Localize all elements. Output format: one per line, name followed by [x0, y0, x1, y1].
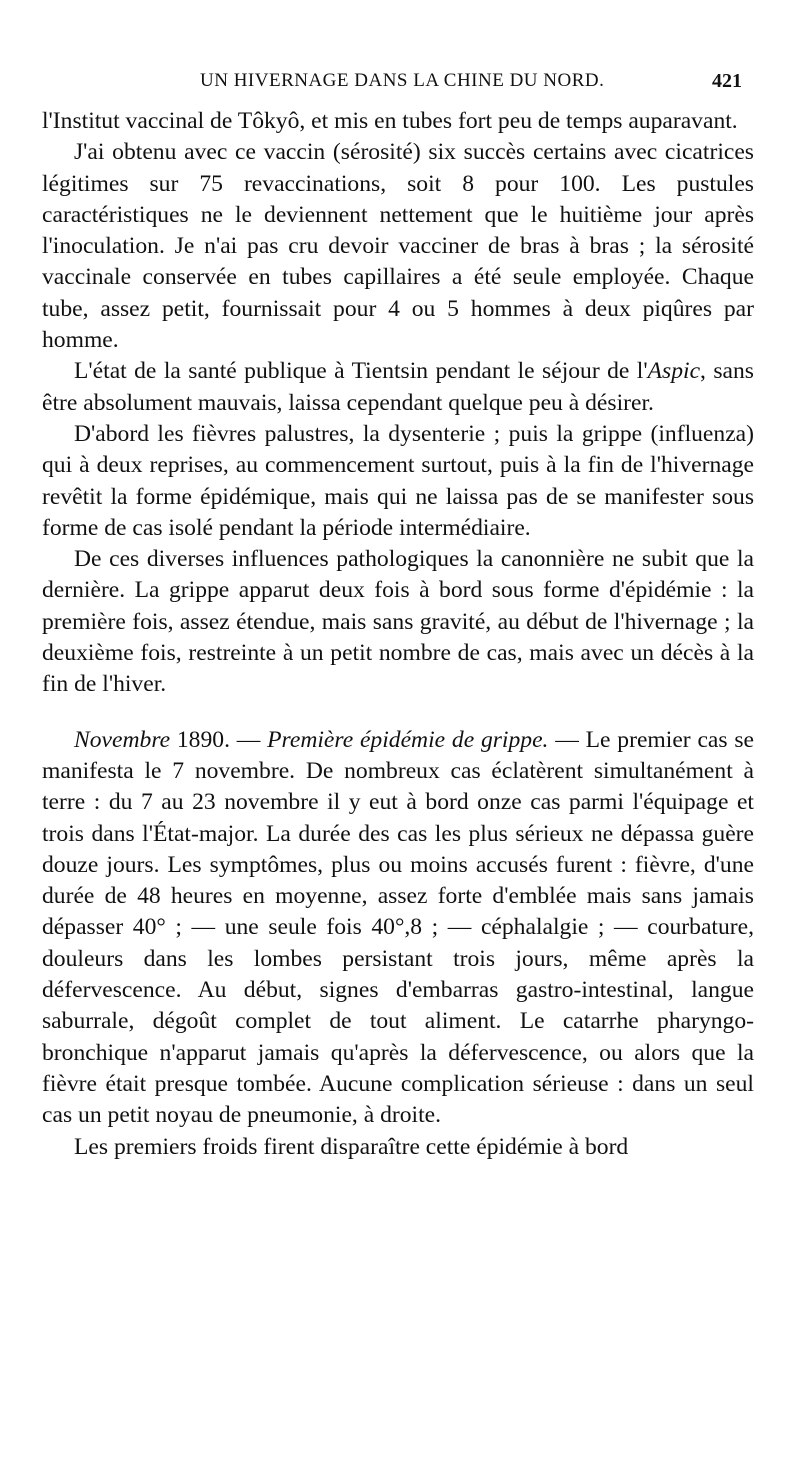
paragraph-5: De ces diverses influences pathologiques la canonnière ne subit que la dernière. La grippe apparut deux fois à bord sous forme d'épidémie : la première fois, assez étendue, mais sans gravité, au début de l'hivernage ; la deuxième fois, restreinte à un petit nombre de cas, mais avec un décès à la fin de l'hiver. [42, 546, 754, 698]
paragraph-3-start: L'état de la santé publique à Tientsin pendant le séjour de l' [74, 358, 648, 385]
paragraph-1: l'Institut vaccinal de Tôkyô, et mis en tubes fort peu de temps auparavant. [42, 108, 738, 134]
paragraph-2: J'ai obtenu avec ce vaccin (sérosité) six succès certains avec cicatrices légitimes sur 75 revaccinations, soit 8 pour 100. Les pustules caractéristiques ne le deviennent nettement que le huitième jour après l'inoculation. Je n'ai pas cru devoir vacciner de bras à bras ; la sérosité vaccinale conservée en tubes capillaires a été seule employée. Chaque tube, assez petit, fournissait pour 4 ou 5 hommes à deux piqûres par homme. [42, 139, 754, 354]
section-paragraph [42, 725, 754, 1132]
page-header [0, 70, 800, 100]
section-title: Première épidémie de grippe. [267, 726, 549, 753]
running-title: UN HIVERNAGE DANS LA CHINE DU NORD. [200, 70, 605, 91]
paragraph-3-end: , sans être absolument mauvais, laissa cependant quelque peu à désirer. [42, 358, 754, 416]
ship-name: Aspic [647, 358, 701, 385]
section-body: — Le premier cas se manifesta le 7 novembre. De nombreux cas éclatèrent simultanément à terre : du 7 au 23 novembre il y eut à bord onze cas parmi l'équipage et trois dans l'État-major. La durée des cas les plus sérieux ne dépassa guère douze jours. Les symptômes, plus ou moins accusés furent : fièvre, d'une durée de 48 heures en moyenne, assez forte d'emblée mais sans jamais dépasser 40° ; — une seule fois 40°,8 ; — céphalalgie ; — courbature, douleurs dans les lombes persistant trois jours, même après la défervescence. Au début, signes d'embarras gastro-intestinal, langue saburrale, dégoût complet de tout aliment. Le catarrhe pharyngo-bronchique n'apparut jamais qu'après la défervescence, ou alors que la fièvre était presque tombée. Aucune complication sérieuse : dans un seul cas un petit noyau de pneumonie, à droite. [42, 726, 755, 1129]
paragraph-3 [42, 356, 754, 419]
paragraph-7: Les premiers froids firent disparaître cette épidémie à bord [74, 1133, 629, 1160]
section-month: Novembre [74, 726, 171, 753]
section-year: 1890. — [170, 726, 268, 753]
page-number: 421 [712, 70, 742, 92]
body-text [42, 106, 754, 1163]
paragraph-4: D'abord les fièvres palustres, la dysenterie ; puis la grippe (influenza) qui à deux reprises, au commencement surtout, puis à la fin de l'hivernage revêtit la forme épidémique, mais qui ne laissa pas de se manifester sous forme de cas isolé pendant la période intermédiaire. [42, 420, 754, 541]
